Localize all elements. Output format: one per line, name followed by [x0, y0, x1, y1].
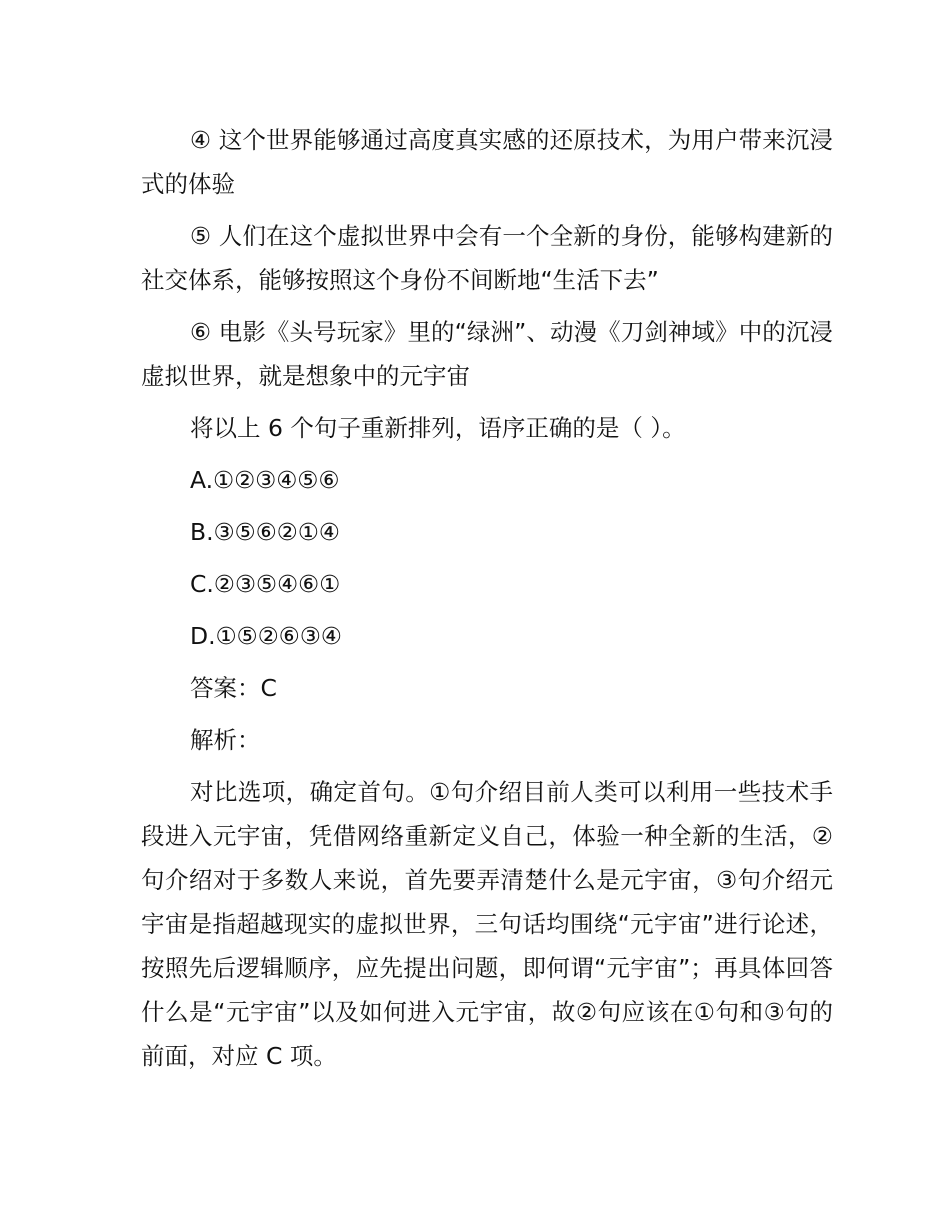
analysis-text: 对比选项，确定首句。①句介绍目前人类可以利用一些技术手段进入元宇宙，凭借网络重新定义自己，体验一种全新的生活，②句介绍对于多数人来说，首先要弄清楚什么是元宇宙，③句介绍元宇宙是指超越现实的虚拟世界，三句话均围绕“元宇宙”进行论述，按照先后逻辑顺序，应先提出问题，即何谓“元宇宙”；再具体回答什么是“元宇宙”以及如何进入元宇宙，故②句应该在①句和③句的前面，对应 C 项。 — [141, 778, 833, 1070]
option-d: D.①⑤②⑥③④ — [190, 622, 342, 650]
sentence-6: ⑥ 电影《头号玩家》里的“绿洲”、动漫《刀剑神域》中的沉浸虚拟世界，就是想象中的元宇宙 — [141, 318, 833, 390]
option-c: C.②③⑤④⑥① — [190, 570, 341, 598]
document-page — [141, 118, 833, 1086]
sentence-4: ④ 这个世界能够通过高度真实感的还原技术，为用户带来沉浸式的体验 — [141, 126, 833, 198]
sentence-5: ⑤ 人们在这个虚拟世界中会有一个全新的身份，能够构建新的社交体系，能够按照这个身份不间断地“生活下去” — [141, 222, 833, 294]
option-b: B.③⑤⑥②①④ — [190, 518, 340, 546]
question-text: 将以上 6 个句子重新排列，语序正确的是（ ）。 — [190, 414, 686, 442]
option-a: A.①②③④⑤⑥ — [190, 466, 340, 494]
analysis-label: 解析： — [190, 726, 261, 754]
answer-text: 答案：C — [190, 674, 277, 702]
